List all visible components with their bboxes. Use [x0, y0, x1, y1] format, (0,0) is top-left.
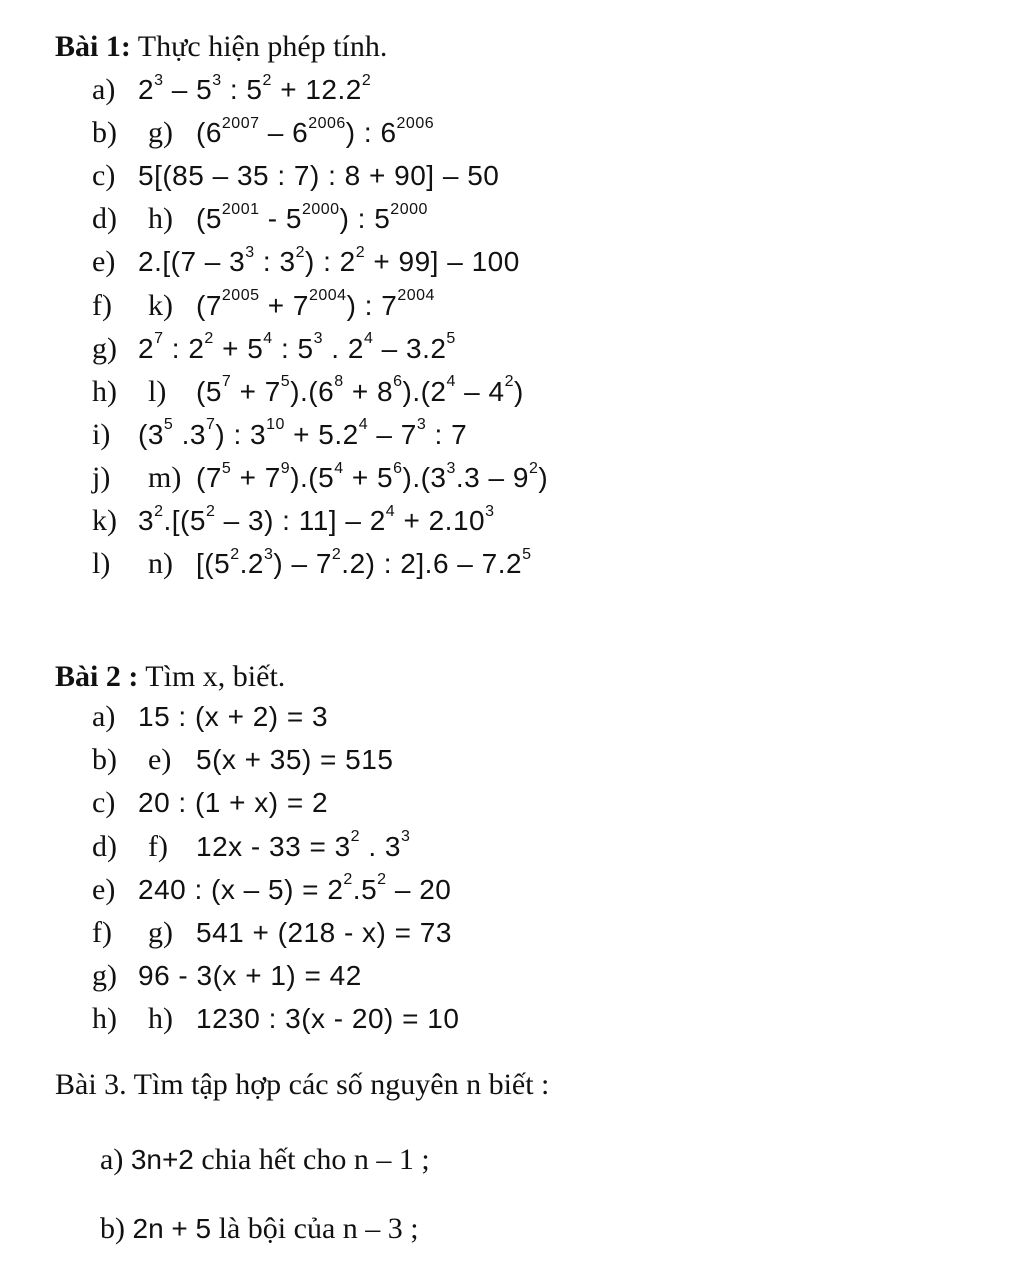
exponent: 4 [363, 330, 374, 348]
exponent: 2 [355, 244, 366, 262]
expression-text: 3 [138, 505, 155, 536]
exercise-item [0, 199, 1024, 239]
exponent: 5 [522, 545, 532, 563]
expression-text: - 5 [259, 203, 302, 235]
item-sublabel: f) [148, 829, 168, 863]
expression-text: : 7 [426, 418, 468, 450]
exercise-1-title-bold: Bài 1: [55, 30, 131, 63]
expression-text: .[(5 [163, 505, 206, 536]
item-text: là bội của n – 3 ; [211, 1212, 419, 1245]
exponent: 3 [416, 416, 427, 434]
exercise-item [0, 415, 1024, 455]
exponent: 2004 [308, 287, 347, 305]
expression-text: ) : 2 [304, 246, 356, 278]
exercise-item [0, 827, 1024, 867]
exercise-3-title: Bài 3. Tìm tập hợp các số nguyên n biết : [55, 1068, 550, 1101]
expression-text: + 5 [213, 332, 264, 364]
expression-text: – 7 [368, 418, 417, 450]
exponent: 3 [154, 71, 164, 89]
item-label: c) [92, 159, 116, 193]
item-sublabel: k) [148, 288, 173, 322]
item-label: e) [92, 872, 116, 906]
exercise-1-title-text: Thực hiện phép tính. [130, 30, 388, 63]
item-expression [196, 544, 531, 584]
item-sublabel: h) [148, 1002, 173, 1036]
exponent: 6 [393, 373, 403, 391]
exponent: 2 [504, 373, 515, 391]
item-label: d) [92, 202, 117, 236]
exercise-item [0, 242, 1024, 282]
item-expression [196, 286, 435, 326]
item-sublabel: e) [148, 743, 172, 777]
exponent: 3 [245, 244, 255, 262]
exercise-item [0, 286, 1024, 326]
expression-text: (7 [196, 289, 222, 321]
expression-text: + 5.2 [284, 418, 359, 450]
exponent: 2 [230, 545, 240, 563]
item-text: chia hết cho n – 1 ; [193, 1143, 430, 1176]
item-expression [138, 242, 520, 282]
item-label: k) [92, 504, 117, 537]
exponent: 4 [446, 373, 456, 391]
expression-text: (6 [196, 117, 222, 149]
exponent: 4 [263, 330, 273, 348]
item-expression [138, 697, 328, 737]
expression-text: ).(6 [290, 375, 335, 407]
expression-text: : 5 [272, 332, 314, 364]
exponent: 3 [446, 459, 456, 477]
expression-text: + 7 [231, 461, 281, 493]
exponent: 2000 [390, 200, 428, 218]
expression-text: (5 [196, 375, 222, 407]
exponent: 2000 [301, 200, 340, 218]
expression-text: 15 : (x + 2) = 3 [138, 701, 329, 732]
expression-text: – 6 [259, 117, 309, 149]
expression-text: 2 [138, 74, 155, 105]
exercise-item [0, 156, 1024, 196]
expression-text: 5[(85 – 35 : 7) : 8 + 90] – 50 [138, 160, 500, 192]
exponent: 5 [221, 459, 232, 477]
expression-text: + 2.10 [395, 505, 486, 536]
exponent: 3 [400, 828, 411, 846]
exponent: 5 [446, 330, 456, 348]
exercise-3-item [100, 1212, 419, 1246]
item-expression [138, 956, 362, 996]
expression-text: + 12.2 [271, 74, 362, 105]
expression-text: 1230 : 3(x - 20) = 10 [196, 1003, 460, 1035]
expression-text: . 2 [323, 332, 364, 364]
expression-text: 12x - 33 = 3 [196, 830, 351, 862]
exercise-2-title-bold: Bài 2 : [55, 660, 139, 693]
exercise-item [0, 913, 1024, 953]
item-sublabel: g) [148, 116, 173, 150]
item-label: e) [92, 245, 116, 279]
expression-text: 240 : (x – 5) = 2 [138, 873, 344, 905]
exponent: 5 [163, 416, 174, 434]
item-expression [138, 415, 467, 455]
exercise-item [0, 870, 1024, 910]
expression-text: 96 - 3(x + 1) = 42 [138, 960, 362, 992]
item-expression [196, 827, 410, 867]
item-expression [196, 113, 434, 153]
item-label: g) [92, 331, 117, 365]
exercise-1-title [55, 30, 387, 64]
exponent: 4 [385, 502, 396, 520]
item-label: f) [92, 288, 112, 322]
expression-text: (7 [196, 461, 222, 493]
exercise-item [0, 740, 1024, 780]
expression-text: ) : 5 [339, 203, 391, 235]
item-label: d) [92, 829, 117, 863]
item-expression [138, 329, 456, 369]
item-label: a) [92, 73, 116, 106]
exponent: 9 [280, 459, 291, 477]
item-label: j) [92, 460, 111, 494]
item-label: f) [92, 916, 112, 949]
expression-text: .3 [173, 418, 206, 450]
item-sublabel: m) [148, 460, 182, 494]
expression-text: 20 : (1 + x) = 2 [138, 787, 329, 819]
item-expression [138, 501, 495, 541]
expression-text: ).(2 [402, 375, 447, 407]
exponent: 4 [358, 416, 369, 434]
exponent: 2 [331, 545, 342, 563]
exercise-2-title-text: Tìm x, biết. [138, 660, 286, 693]
exponent: 2 [204, 330, 214, 348]
expression-text: 541 + (218 - x) = 73 [196, 917, 452, 948]
exponent: 5 [280, 373, 291, 391]
exponent: 2 [205, 502, 216, 520]
exponent: 2 [343, 871, 353, 889]
exponent: 2 [377, 871, 387, 889]
item-sublabel: h) [148, 202, 173, 236]
item-sublabel: g) [148, 916, 173, 949]
expression-text: : 3 [254, 246, 296, 278]
expression-text: ) : 3 [215, 418, 267, 450]
expression-text: .5 [352, 873, 378, 905]
exponent: 2007 [221, 114, 260, 132]
expression-text: 2 [138, 332, 155, 364]
item-expression [196, 913, 452, 953]
item-sublabel: l) [148, 374, 167, 408]
item-expression [138, 783, 328, 823]
item-expression [196, 372, 524, 412]
expression-text: + 5 [343, 461, 394, 493]
item-sublabel: n) [148, 547, 173, 581]
exercise-item [0, 544, 1024, 584]
exponent: 2001 [221, 200, 260, 218]
expression-text: (3 [138, 418, 164, 450]
expression-text: 2.[(7 – 3 [138, 246, 246, 278]
item-label: b) [92, 116, 117, 150]
expression-text: ) : 7 [346, 289, 398, 321]
exponent: 2 [262, 71, 272, 89]
item-label: b) [100, 1212, 125, 1245]
exponent: 3 [263, 545, 274, 563]
exercise-item [0, 113, 1024, 153]
item-label: l) [92, 547, 111, 581]
exponent: 2 [295, 244, 305, 262]
expression-text: .2) : 2].6 – 7.2 [341, 548, 523, 580]
exercise-item [0, 70, 1024, 110]
expression-text: – 20 [386, 873, 452, 905]
item-label: i) [92, 417, 111, 451]
exponent: 3 [212, 71, 222, 89]
exponent: 2006 [308, 114, 346, 132]
expression-text: ).(3 [402, 461, 447, 493]
item-expression [138, 870, 451, 910]
item-expression [196, 740, 393, 780]
expression-text: .3 – 9 [455, 461, 529, 493]
exercise-item [0, 329, 1024, 369]
item-label: h) [92, 374, 117, 408]
exercise-item [0, 501, 1024, 541]
exponent: 3 [485, 502, 495, 520]
item-expression: 2n + 5 [132, 1213, 212, 1244]
item-expression [196, 458, 548, 498]
item-expression [138, 70, 371, 110]
exponent: 4 [334, 459, 344, 477]
exponent: 2004 [397, 287, 435, 305]
expression-text: – 3) : 11] – 2 [215, 505, 386, 536]
exponent: 2 [361, 71, 372, 89]
exercise-item [0, 783, 1024, 823]
expression-text: (5 [196, 203, 222, 235]
exponent: 2006 [396, 114, 435, 132]
exponent: 6 [393, 459, 403, 477]
expression-text: : 5 [221, 74, 263, 105]
expression-text: ) : 6 [345, 117, 397, 149]
exercise-item [0, 956, 1024, 996]
expression-text: + 8 [343, 375, 394, 407]
exponent: 2 [154, 502, 164, 520]
expression-text: ) [514, 375, 524, 407]
exponent: 7 [154, 330, 164, 348]
item-expression [196, 999, 459, 1039]
expression-text: ) [538, 461, 549, 493]
item-label: g) [92, 959, 117, 993]
expression-text: ) – 7 [273, 548, 332, 580]
exercise-item [0, 372, 1024, 412]
expression-text: + 7 [231, 375, 281, 407]
exercise-item [0, 999, 1024, 1039]
item-label: c) [92, 786, 116, 820]
item-expression: 3n+2 [130, 1144, 194, 1175]
exponent: 8 [334, 373, 344, 391]
expression-text: . 3 [360, 830, 401, 862]
exponent: 7 [221, 373, 232, 391]
item-expression [138, 156, 499, 196]
exponent: 2005 [221, 287, 260, 305]
item-label: a) [100, 1143, 124, 1176]
expression-text: – 5 [163, 74, 213, 105]
exercise-2-title [55, 660, 285, 694]
exponent: 10 [266, 416, 285, 434]
exponent: 7 [205, 416, 216, 434]
expression-text: + 7 [259, 289, 309, 321]
exercise-3-item [100, 1143, 430, 1177]
expression-text: + 99] – 100 [365, 246, 520, 278]
expression-text: – 4 [455, 375, 505, 407]
exponent: 2 [528, 459, 539, 477]
expression-text: ).(5 [290, 461, 335, 493]
item-label: b) [92, 743, 117, 777]
expression-text: [(5 [196, 548, 231, 580]
exercise-item [0, 697, 1024, 737]
exercise-item [0, 458, 1024, 498]
expression-text: – 3.2 [373, 332, 447, 364]
expression-text: 5(x + 35) = 515 [196, 744, 394, 776]
item-expression [196, 199, 428, 239]
item-label: a) [92, 700, 116, 733]
expression-text: .2 [239, 548, 264, 580]
expression-text: : 2 [163, 332, 205, 364]
item-label: h) [92, 1002, 117, 1036]
exponent: 3 [313, 330, 324, 348]
exponent: 2 [350, 828, 361, 846]
